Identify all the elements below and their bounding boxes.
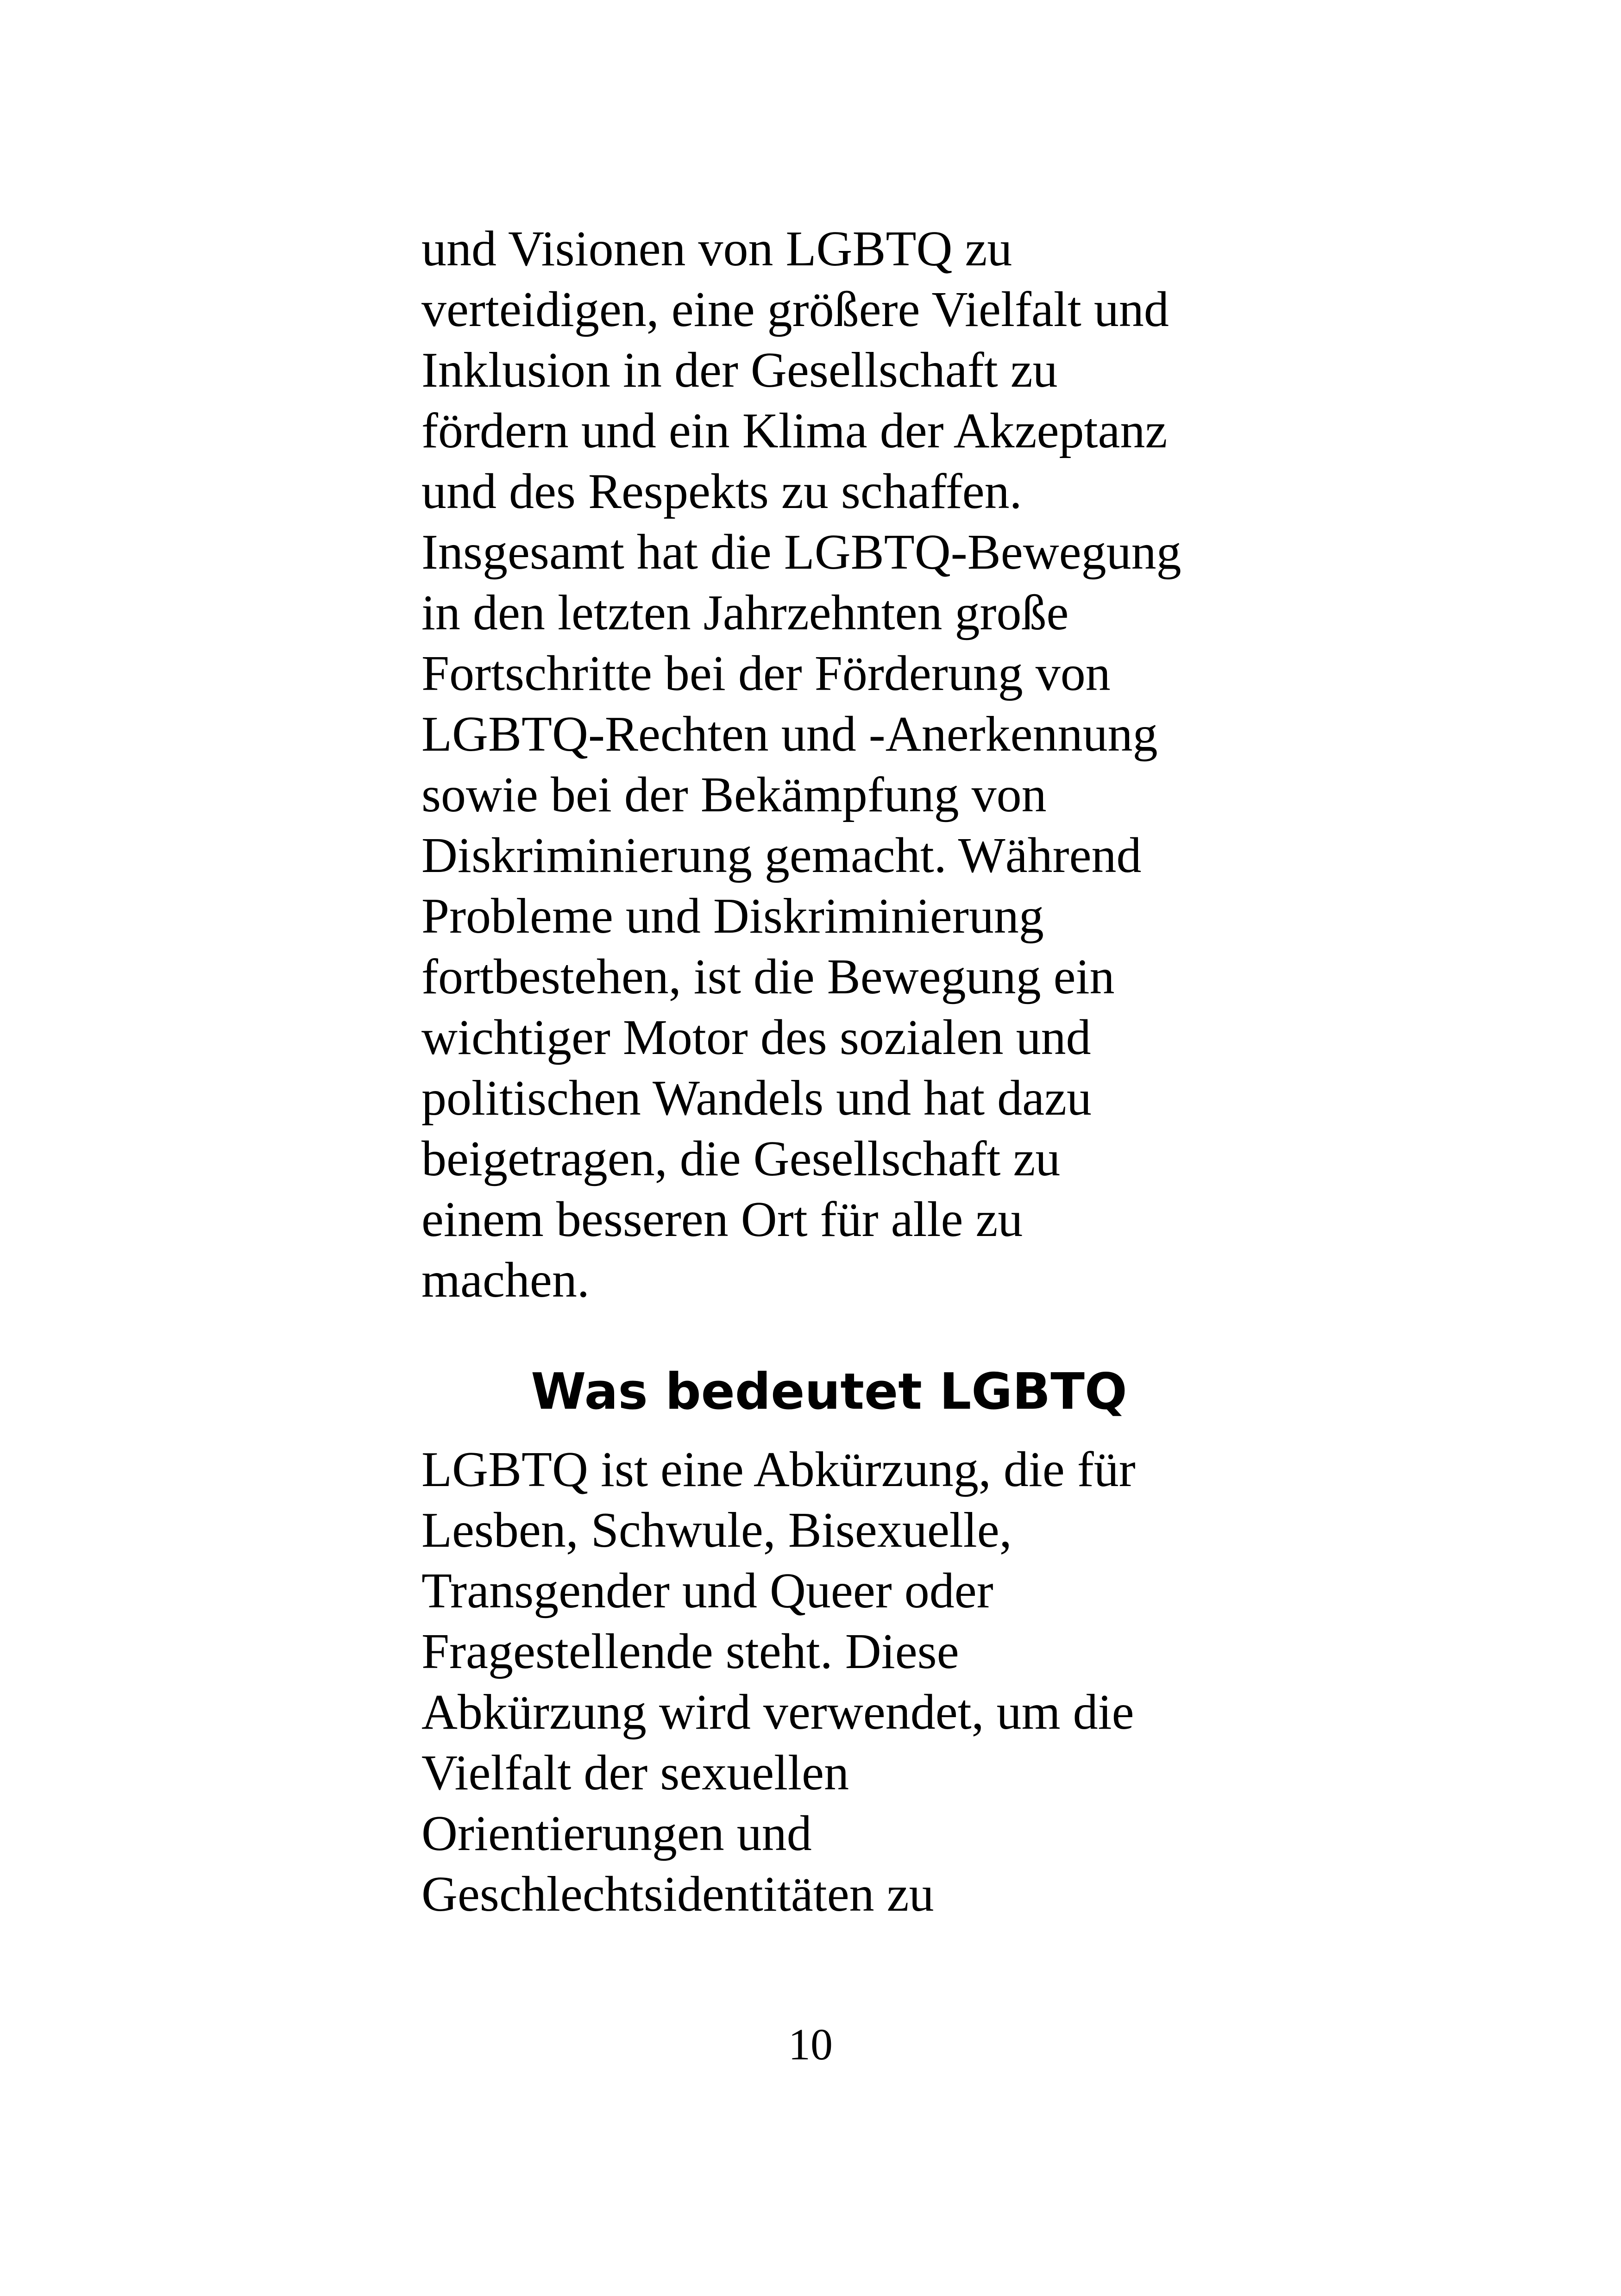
text-line: Fortschritte bei der Förderung von	[421, 646, 1111, 701]
body-paragraph	[421, 1439, 1237, 1925]
section-heading: Was bedeutet LGBTQ	[531, 1363, 1127, 1421]
text-line: fortbestehen, ist die Bewegung ein	[421, 949, 1115, 1004]
text-line: fördern und ein Klima der Akzeptanz	[421, 403, 1168, 458]
text-line: Probleme und Diskriminierung	[421, 889, 1044, 944]
text-line: wichtiger Motor des sozialen und	[421, 1010, 1091, 1065]
text-line: Transgender und Queer oder	[421, 1563, 993, 1618]
text-line: in den letzten Jahrzehnten große	[421, 585, 1069, 640]
text-line: LGBTQ ist eine Abkürzung, die für	[421, 1442, 1136, 1497]
text-line: verteidigen, eine größere Vielfalt und	[421, 282, 1169, 337]
body-paragraph	[421, 219, 1237, 1311]
text-line: Insgesamt hat die LGBTQ-Bewegung	[421, 525, 1181, 580]
text-line: politischen Wandels und hat dazu	[421, 1071, 1092, 1126]
text-line: Inklusion in der Gesellschaft zu	[421, 343, 1058, 398]
page-number: 10	[788, 2020, 833, 2069]
text-line: Vielfalt der sexuellen	[421, 1745, 849, 1800]
text-line: Abkürzung wird verwendet, um die	[421, 1685, 1134, 1740]
text-line: machen.	[421, 1253, 590, 1308]
text-line: Geschlechtsidentitäten zu	[421, 1867, 934, 1922]
text-line: Fragestellende steht. Diese	[421, 1624, 959, 1679]
text-line: beigetragen, die Gesellschaft zu	[421, 1131, 1061, 1186]
text-line: LGBTQ-Rechten und -Anerkennung	[421, 707, 1158, 762]
text-line: Orientierungen und	[421, 1806, 812, 1861]
text-line: Lesben, Schwule, Bisexuelle,	[421, 1503, 1012, 1558]
text-line: sowie bei der Bekämpfung von	[421, 767, 1047, 822]
text-line: und des Respekts zu schaffen.	[421, 464, 1022, 519]
text-line: und Visionen von LGBTQ zu	[421, 221, 1012, 276]
text-line: Diskriminierung gemacht. Während	[421, 828, 1142, 883]
text-line: einem besseren Ort für alle zu	[421, 1192, 1023, 1247]
